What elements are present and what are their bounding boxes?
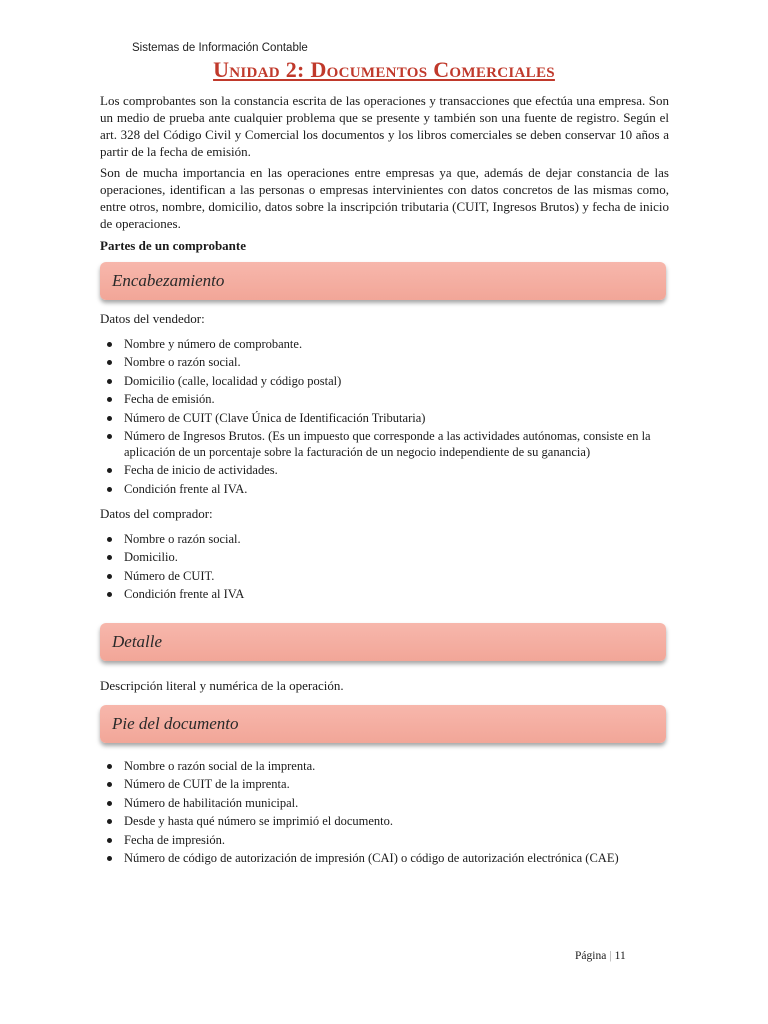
- section-title: Pie del documento: [112, 714, 239, 733]
- vendor-data-label: Datos del vendedor:: [100, 311, 205, 326]
- list-item: Número de habilitación municipal.: [100, 795, 672, 811]
- running-header: Sistemas de Información Contable: [132, 42, 308, 54]
- page-separator: |: [609, 950, 612, 962]
- list-item: Nombre y número de comprobante.: [100, 336, 672, 352]
- section-banner-detalle: [100, 623, 666, 661]
- list-item: Fecha de inicio de actividades.: [100, 462, 672, 478]
- list-item: Domicilio.: [100, 549, 672, 565]
- list-item: Desde y hasta qué número se imprimió el documento.: [100, 813, 672, 829]
- vendor-list: [100, 336, 672, 499]
- buyer-list: [100, 531, 672, 605]
- list-item: Condición frente al IVA.: [100, 481, 672, 497]
- page-title: Unidad 2: Documentos Comerciales: [213, 57, 555, 82]
- list-item: Domicilio (calle, localidad y código postal): [100, 373, 672, 389]
- footer-list: [100, 758, 672, 868]
- list-item: Fecha de emisión.: [100, 391, 672, 407]
- page-number: [575, 950, 626, 962]
- intro-paragraph-2: Son de mucha importancia en las operaciones entre empresas ya que, además de dejar constancia de las operaciones, identifican a las personas o empresas intervinientes con datos concretos de las mismas como, entre otros, nombre, domicilio, datos sobre la inscripción tributaria (CUIT, Ingresos Brutos) y fecha de inicio de operaciones.: [100, 165, 669, 231]
- intro-paragraph-1: Los comprobantes son la constancia escrita de las operaciones y transacciones que efectúa una empresa. Son un medio de prueba ante cualquier problema que se presente y también son una fuente de registro. Según el art. 328 del Código Civil y Comercial los documentos y los libros comerciales se deben conservar 10 años a partir de la fecha de emisión.: [100, 93, 669, 159]
- list-item: Condición frente al IVA: [100, 586, 672, 602]
- list-item: Nombre o razón social de la imprenta.: [100, 758, 672, 774]
- section-title: Encabezamiento: [112, 271, 225, 290]
- buyer-data-label: Datos del comprador:: [100, 506, 213, 521]
- section-title: Detalle: [112, 632, 163, 651]
- section-banner-pie: [100, 705, 666, 743]
- list-item: Número de Ingresos Brutos. (Es un impuesto que corresponde a las actividades autónomas, consiste en la aplicación de un porcentaje sobre la facturación de un negocio independiente de su ganancia): [100, 428, 672, 460]
- list-item: Número de código de autorización de impresión (CAI) o código de autorización electrónica (CAE): [100, 850, 672, 866]
- section-banner-encabezamiento: [100, 262, 666, 300]
- detail-description: Descripción literal y numérica de la operación.: [100, 678, 344, 693]
- list-item: Nombre o razón social.: [100, 531, 672, 547]
- list-item: Número de CUIT (Clave Única de Identificación Tributaria): [100, 410, 672, 426]
- page-number-value: 11: [614, 950, 626, 962]
- list-item: Número de CUIT de la imprenta.: [100, 776, 672, 792]
- list-item: Fecha de impresión.: [100, 832, 672, 848]
- list-item: Nombre o razón social.: [100, 354, 672, 370]
- list-item: Número de CUIT.: [100, 568, 672, 584]
- parts-heading: Partes de un comprobante: [100, 238, 247, 253]
- page-label: Página: [575, 950, 607, 962]
